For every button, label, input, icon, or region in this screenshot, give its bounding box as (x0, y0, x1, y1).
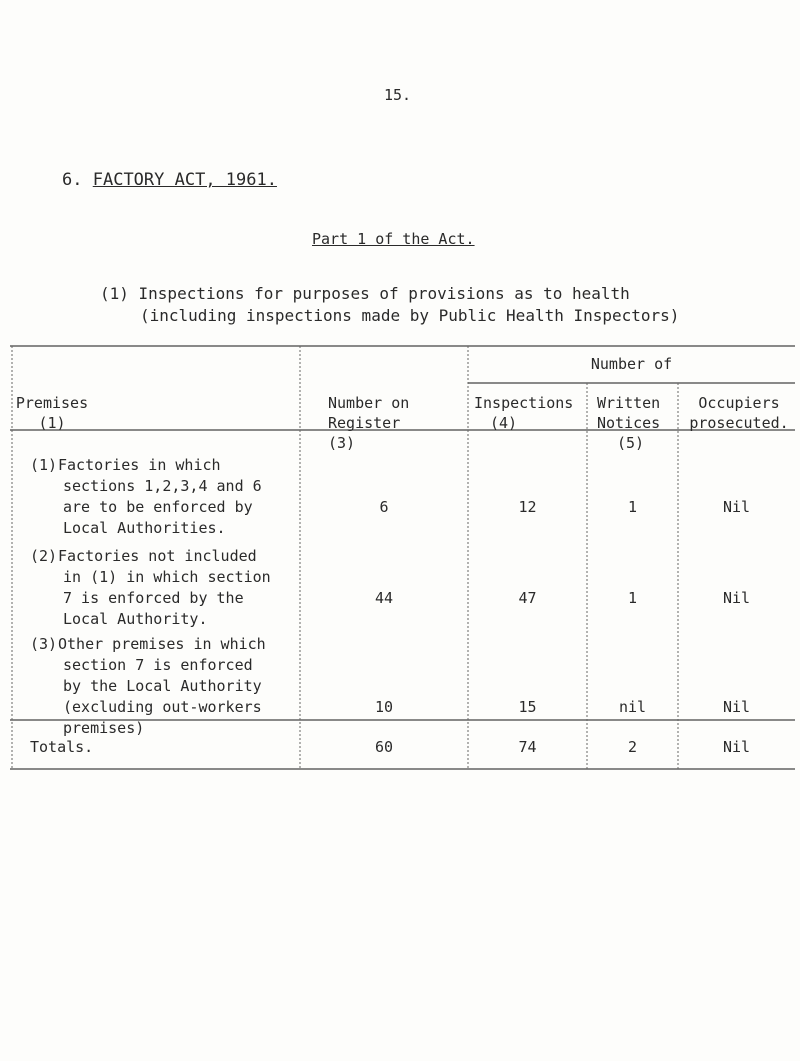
row-2-notices: 1 (627, 589, 638, 607)
section-title: FACTORY ACT, 1961. (92, 170, 277, 190)
row-3-notices: nil (618, 698, 647, 716)
row-1-line-2: sections 1,2,3,4 and 6 (63, 477, 262, 495)
row-2-line-2: in (1) in which section (63, 568, 271, 586)
totals-label: Totals. (30, 738, 94, 756)
row-1-notices: 1 (627, 498, 638, 516)
row-3-number: (3) (30, 635, 58, 653)
row-2-inspections: 47 (518, 589, 537, 607)
row-1-line-4: Local Authorities. (63, 519, 226, 537)
row-3-prosecuted: Nil (722, 698, 751, 716)
table-row-3-label (30, 634, 300, 739)
col-header-premises-sub: (1) (38, 414, 66, 432)
totals-notices: 2 (627, 738, 638, 756)
row-2-line-1: Factories not included (58, 547, 257, 565)
col-header-notices-sub: (5) (617, 434, 645, 452)
row-3-line-1: Other premises in which (58, 635, 266, 653)
row-3-register: 10 (374, 698, 394, 716)
row-1-line-1: Factories in which (58, 456, 221, 474)
row-1-inspections: 12 (518, 498, 537, 516)
row-2-number: (2) (30, 547, 58, 565)
col-header-premises (12, 393, 92, 433)
row-3-line-4: (excluding out-workers (63, 698, 262, 716)
table-row-1-label (30, 455, 300, 539)
row-1-line-3: are to be enforced by (63, 498, 253, 516)
part-heading: Part 1 of the Act. (312, 230, 475, 248)
col-header-register-sub: (3) (328, 434, 356, 452)
row-1-register: 6 (379, 498, 389, 516)
col-header-prosecuted-label: Occupiers (698, 394, 780, 412)
col-header-inspections-label: Inspections (474, 394, 574, 412)
totals-register: 60 (374, 738, 394, 756)
row-3-line-2: section 7 is enforced (63, 656, 253, 674)
col-header-prosecuted (680, 393, 798, 433)
col-header-register-label: Number on (328, 394, 410, 412)
row-2-line-3: 7 is enforced by the (63, 589, 244, 607)
subsection-line-2: (including inspections made by Public Health Inspectors) (140, 306, 680, 325)
col-header-premises-label: Premises (15, 394, 89, 412)
col-header-notices (597, 393, 677, 453)
row-2-line-4: Local Authority. (63, 610, 208, 628)
col-header-notices-label: Written (597, 394, 661, 412)
subsection-line-1: (1) Inspections for purposes of provisions as to health (100, 284, 630, 303)
row-3-line-3: by the Local Authority (63, 677, 262, 695)
row-1-number: (1) (30, 456, 58, 474)
section-number: 6. (62, 170, 83, 190)
page-number: 15. (384, 86, 412, 104)
row-3-line-5: premises) (63, 719, 145, 737)
col-header-prosecuted-label2: prosecuted. (689, 414, 789, 432)
row-2-prosecuted: Nil (722, 589, 751, 607)
col-header-inspections-sub: (4) (490, 414, 518, 432)
table-row-2-label (30, 546, 300, 630)
col-header-register-label2: Register (328, 414, 401, 432)
totals-inspections: 74 (518, 738, 537, 756)
group-header: Number of (590, 355, 673, 373)
col-header-inspections (474, 393, 584, 433)
col-header-notices-label2: Notices (597, 414, 661, 432)
totals-prosecuted: Nil (722, 738, 751, 756)
row-1-prosecuted: Nil (722, 498, 751, 516)
row-2-register: 44 (374, 589, 394, 607)
col-header-register (328, 393, 458, 453)
row-3-inspections: 15 (518, 698, 537, 716)
